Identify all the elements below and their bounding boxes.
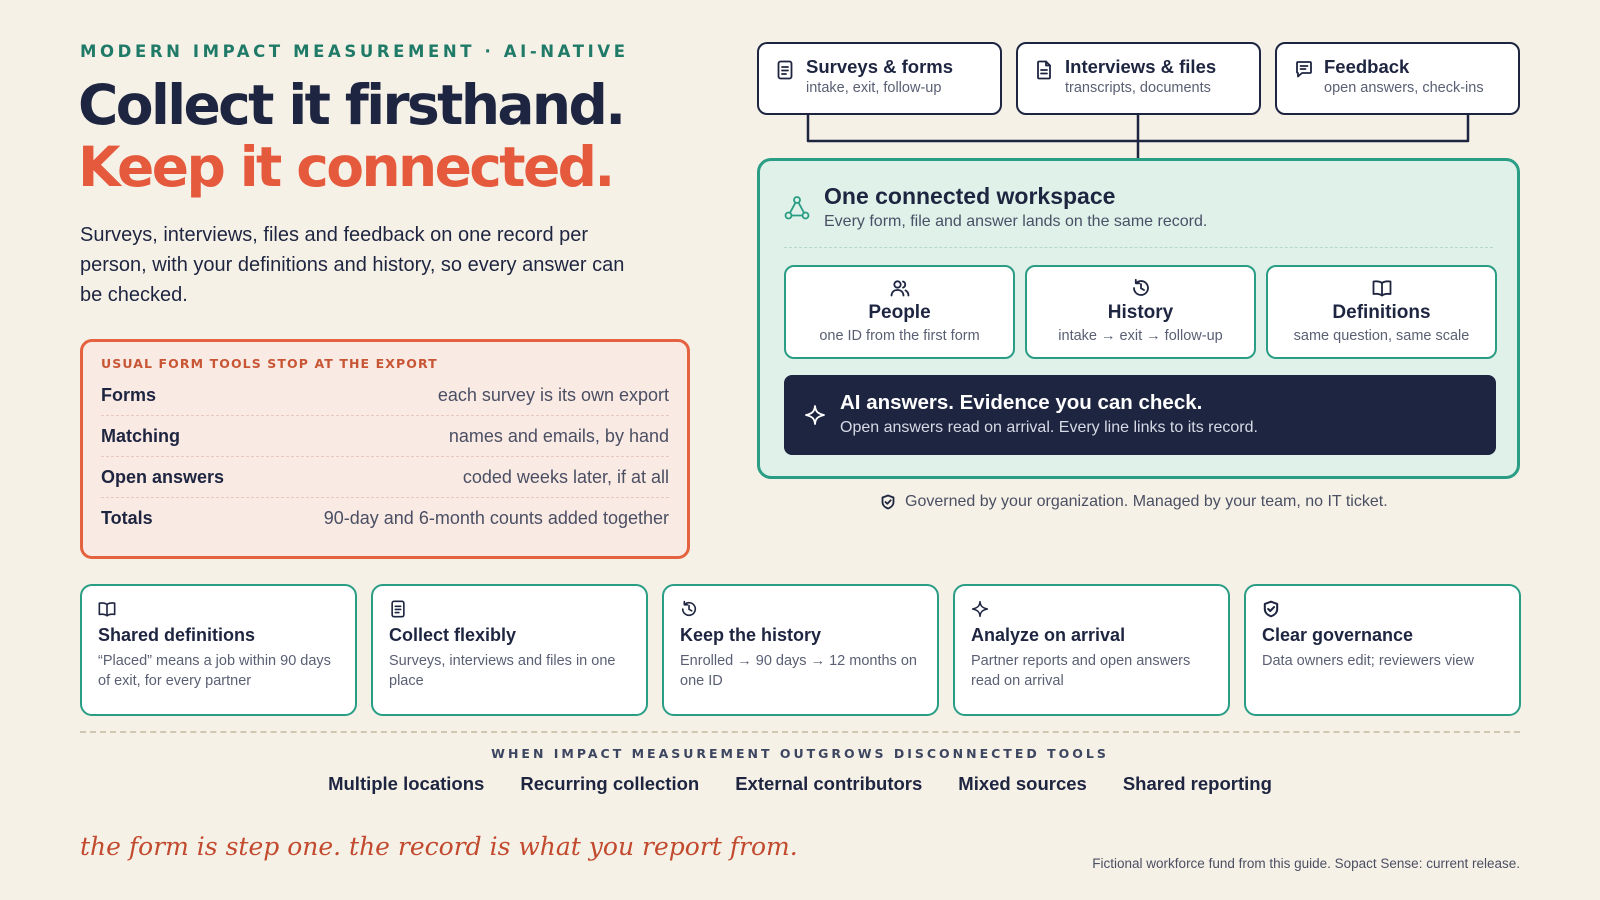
row-value: coded weeks later, if at all: [462, 466, 669, 487]
book-icon: [98, 600, 116, 618]
usual-tools-row: [101, 416, 669, 457]
source-subtitle: transcripts, documents: [1065, 80, 1211, 96]
feature-desc: Surveys, interviews and files in one place: [389, 653, 616, 689]
scenario-item: Mixed sources: [958, 773, 1087, 794]
tagline: the form is step one. the record is what you report from.: [80, 832, 798, 861]
book-icon: [1372, 278, 1392, 298]
feature-card-clear-governance: [1244, 584, 1521, 716]
source-interviews-files: [1016, 42, 1261, 115]
source-subtitle: intake, exit, follow-up: [806, 80, 942, 96]
scenario-item: External contributors: [735, 773, 923, 794]
row-label: Totals: [101, 508, 153, 528]
lede-paragraph: Surveys, interviews, files and feedback on one record per person, with your definitions and history, so every answer can be checked.: [80, 224, 625, 306]
headline-line-2: Keep it connected.: [78, 135, 613, 199]
history-icon: [680, 600, 698, 618]
row-value: each survey is its own export: [437, 384, 669, 405]
feature-title: Shared definitions: [98, 625, 256, 645]
feature-card-shared-definitions: [80, 584, 357, 716]
people-icon: [890, 278, 910, 298]
workspace-title: One connected workspace: [824, 183, 1116, 209]
pillar-subtitle: intake → exit → follow-up: [1058, 328, 1223, 344]
governed-note: [880, 493, 1388, 511]
scenario-item: Shared reporting: [1122, 773, 1272, 794]
scenario-item: Multiple locations: [328, 773, 485, 794]
footnote: Fictional workforce fund from this guide. Sopact Sense: current release.: [1092, 856, 1520, 871]
history-icon: [1131, 278, 1151, 298]
row-value: names and emails, by hand: [448, 425, 669, 446]
feature-desc: Data owners edit; reviewers view: [1262, 653, 1474, 669]
shield-check-icon: [880, 494, 896, 510]
usual-tools-row: [101, 498, 669, 539]
message-icon: [1295, 60, 1313, 78]
feature-card-collect-flexibly: [371, 584, 648, 716]
section-divider: [80, 731, 1520, 733]
source-surveys-forms: [757, 42, 1002, 115]
feature-card-keep-history: [662, 584, 939, 716]
feature-title: Clear governance: [1262, 625, 1414, 645]
feature-desc: “Placed” means a job within 90 days of exit, for every partner: [98, 653, 331, 689]
connected-workspace: [757, 158, 1520, 479]
ai-title: AI answers. Evidence you can check.: [840, 391, 1203, 414]
headline-line-1: Collect it firsthand.: [78, 73, 624, 137]
source-title: Interviews & files: [1065, 56, 1217, 77]
source-feedback: [1275, 42, 1520, 115]
pillar-definitions: [1266, 265, 1497, 359]
usual-tools-box: [80, 339, 690, 559]
sparkle-icon: [971, 600, 989, 618]
row-value: 90-day and 6-month counts added together: [323, 508, 669, 528]
eyebrow: MODERN IMPACT MEASUREMENT · AI-NATIVE: [80, 42, 629, 61]
file-icon: [1036, 60, 1052, 80]
governed-text: Governed by your organization. Managed by your team, no IT ticket.: [905, 493, 1388, 510]
pillar-title: People: [868, 302, 931, 323]
row-label: Forms: [101, 384, 157, 405]
usual-tools-title: USUAL FORM TOOLS STOP AT THE EXPORT: [101, 356, 438, 371]
form-icon: [777, 60, 793, 80]
feature-card-analyze-arrival: [953, 584, 1230, 716]
feature-title: Collect flexibly: [389, 625, 517, 645]
feature-desc: Enrolled → 90 days → 12 months on one ID: [680, 653, 917, 689]
shield-check-icon: [1262, 600, 1280, 618]
usual-tools-row: [101, 375, 669, 416]
scenario-list: [0, 773, 1600, 795]
row-label: Open answers: [101, 466, 225, 487]
source-subtitle: open answers, check-ins: [1324, 80, 1484, 96]
pillar-history: [1025, 265, 1256, 359]
outgrow-title: WHEN IMPACT MEASUREMENT OUTGROWS DISCONNECTED TOOLS: [491, 746, 1109, 761]
ai-subtitle: Open answers read on arrival. Every line links to its record.: [840, 419, 1258, 436]
feature-desc: Partner reports and open answers read on arrival: [971, 653, 1191, 689]
sparkle-icon: [804, 404, 826, 426]
pillar-people: [784, 265, 1015, 359]
ai-answers-bar: [784, 375, 1496, 455]
pillar-subtitle: same question, same scale: [1293, 328, 1470, 344]
form-icon: [389, 600, 407, 618]
network-icon: [784, 195, 810, 221]
pillar-title: Definitions: [1332, 302, 1431, 323]
source-title: Feedback: [1324, 56, 1410, 77]
row-label: Matching: [101, 425, 180, 446]
usual-tools-row: [101, 457, 669, 498]
workspace-subtitle: Every form, file and answer lands on the same record.: [824, 213, 1208, 230]
feature-title: Analyze on arrival: [971, 625, 1126, 645]
pillar-subtitle: one ID from the first form: [819, 328, 980, 344]
pillar-title: History: [1107, 302, 1174, 323]
source-title: Surveys & forms: [806, 56, 954, 77]
feature-title: Keep the history: [680, 625, 822, 645]
workspace-divider: [784, 247, 1493, 248]
scenario-item: Recurring collection: [520, 773, 700, 794]
